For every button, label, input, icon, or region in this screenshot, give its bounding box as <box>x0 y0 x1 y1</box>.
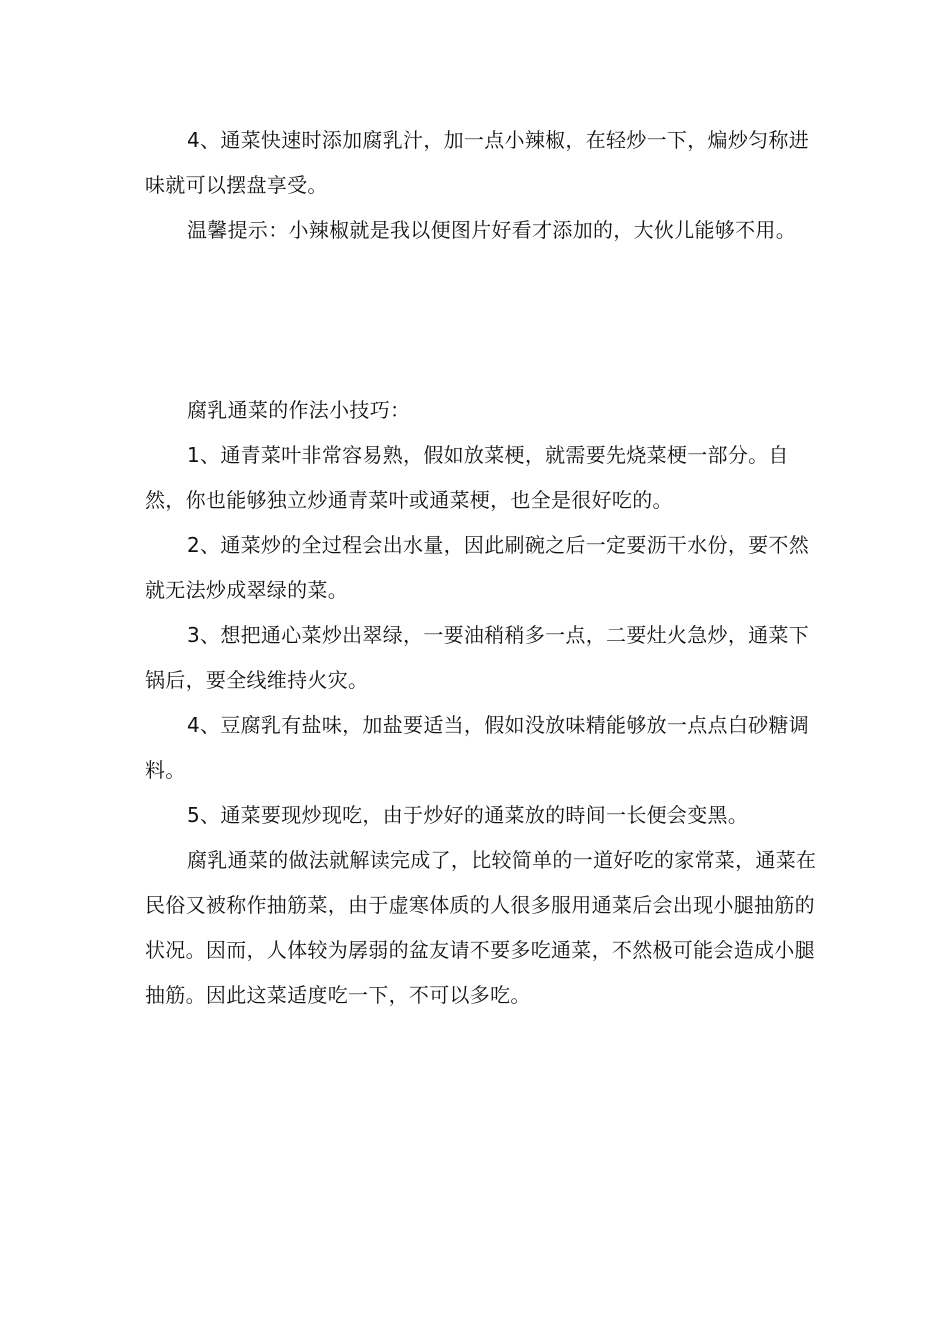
tip-1-paragraph: 1、通青菜叶非常容易熟，假如放菜梗，就需要先烧菜梗一部分。自然，你也能够独立炒通青菜叶或通菜梗，也全是很好吃的。 <box>145 443 789 512</box>
image-gap <box>145 253 825 388</box>
tip-4-paragraph: 4、豆腐乳有盐味，加盐要适当，假如没放味精能够放一点点白砂糖调料。 <box>145 713 810 782</box>
tip-paragraph: 温馨提示：小辣椒就是我以便图片好看才添加的，大伙儿能够不用。 <box>187 218 796 242</box>
conclusion-paragraph: 腐乳通菜的做法就解读完成了，比较简单的一道好吃的家常菜，通菜在民俗又被称作抽筋菜，由于虚寒体质的人很多服用通菜后会出现小腿抽筋的状况。因而，人体较为孱弱的盆友请不要多吃通菜，不然极可能会造成小腿抽筋。因此这菜适度吃一下，不可以多吃。 <box>145 848 817 1007</box>
tip-3-paragraph: 3、想把通心菜炒出翠绿，一要油稍稍多一点，二要灶火急炒，通菜下锅后，要全线维持火灾。 <box>145 623 810 692</box>
tip-5-paragraph: 5、通菜要现炒现吃，由于炒好的通菜放的時间一长便会变黑。 <box>187 803 749 827</box>
tips-heading: 腐乳通菜的作法小技巧： <box>187 398 411 422</box>
document-body <box>145 118 825 1018</box>
step-4-paragraph: 4、通菜快速时添加腐乳汁，加一点小辣椒，在轻炒一下，煸炒匀称进味就可以摆盘享受。 <box>145 128 810 197</box>
tip-2-paragraph: 2、通菜炒的全过程会出水量，因此刷碗之后一定要沥干水份，要不然就无法炒成翠绿的菜。 <box>145 533 810 602</box>
